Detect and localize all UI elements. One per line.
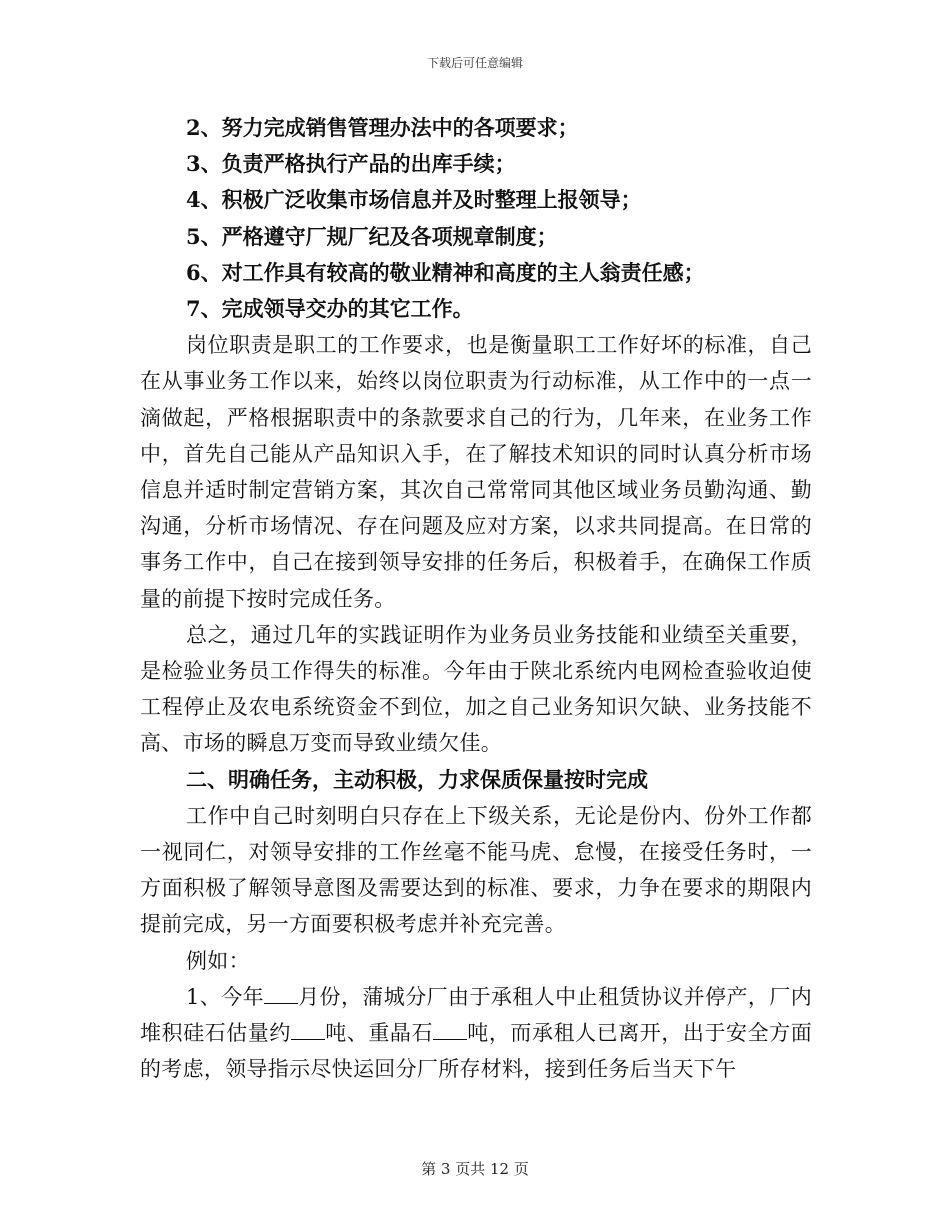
page-header: 下载后可任意编辑 xyxy=(426,56,523,70)
fill-blank xyxy=(264,983,298,1004)
list-item: 6、对工作具有较高的敬业精神和高度的主人翁责任感； xyxy=(186,259,705,285)
page-footer: 第 3 页共 12 页 xyxy=(421,1160,529,1178)
text-run: 1、今年 xyxy=(186,984,265,1009)
fill-blank xyxy=(291,1019,325,1040)
list-item: 4、积极广泛收集市场信息并及时整理上报领导； xyxy=(186,187,642,213)
section-heading: 二、明确任务，主动积极，力求保质保量按时完成 xyxy=(186,766,648,792)
list-item: 3、负责严格执行产品的出库手续； xyxy=(186,151,516,177)
fill-blank xyxy=(433,1019,467,1040)
paragraph-summary: 总之，通过几年的实践证明作为业务员业务技能和业绩至关重要，是检验业务员工作得失的标准。今年由于陕北系统内电网检查验收迫使工程停止及农电系统资金不到位，加之自己业务知识欠缺、业务技能不高、市场的瞬息万变而导致业绩欠佳。 xyxy=(140,622,812,756)
text-run: 吨，而承租人已离开，出于安全方面的考虑，领导指示尽快运回分厂所存材料，接到任务后当天下午 xyxy=(140,1021,812,1082)
text-run: 吨、重晶石 xyxy=(324,1021,434,1046)
text-run: 月份，蒲城分厂由于承租人中止租赁协议并停产，厂内堆积硅石估量约 xyxy=(140,984,813,1046)
paragraph-job-duties: 岗位职责是职工的工作要求，也是衡量职工工作好坏的标准，自己在从事业务工作以来，始终以岗位职责为行动标准，从工作中的一点一滴做起，严格根据职责中的条款要求自己的行为，几年来，在业务工作中，首先自己能从产品知识入手，在了解技术知识的同时认真分析市场信息并适时制定营销方案，其次自己常常同其他区域业务员勤沟通、勤沟通，分析市场情况、存在问题及应对方案，以求共同提高。在日常的事务工作中，自己在接到领导安排的任务后，积极着手，在确保工作质量的前提下按时完成任务。 xyxy=(140,333,812,611)
paragraph-example-label: 例如： xyxy=(186,948,250,973)
document-body xyxy=(140,110,812,1087)
paragraph-example-1 xyxy=(140,979,812,1088)
list-item: 5、严格遵守厂规厂纪及各项规章制度； xyxy=(186,223,558,249)
list-item: 2、努力完成销售管理办法中的各项要求； xyxy=(186,115,579,140)
list-item: 7、完成领导交办的其它工作。 xyxy=(186,296,474,322)
paragraph-tasks: 工作中自己时刻明白只存在上下级关系，无论是份内、份外工作都一视同仁，对领导安排的工作丝毫不能马虎、怠慢，在接受任务时，一方面积极了解领导意图及需要达到的标准、要求，力争在要求的期限内提前完成，另一方面要积极考虑并补充完善。 xyxy=(140,803,812,937)
